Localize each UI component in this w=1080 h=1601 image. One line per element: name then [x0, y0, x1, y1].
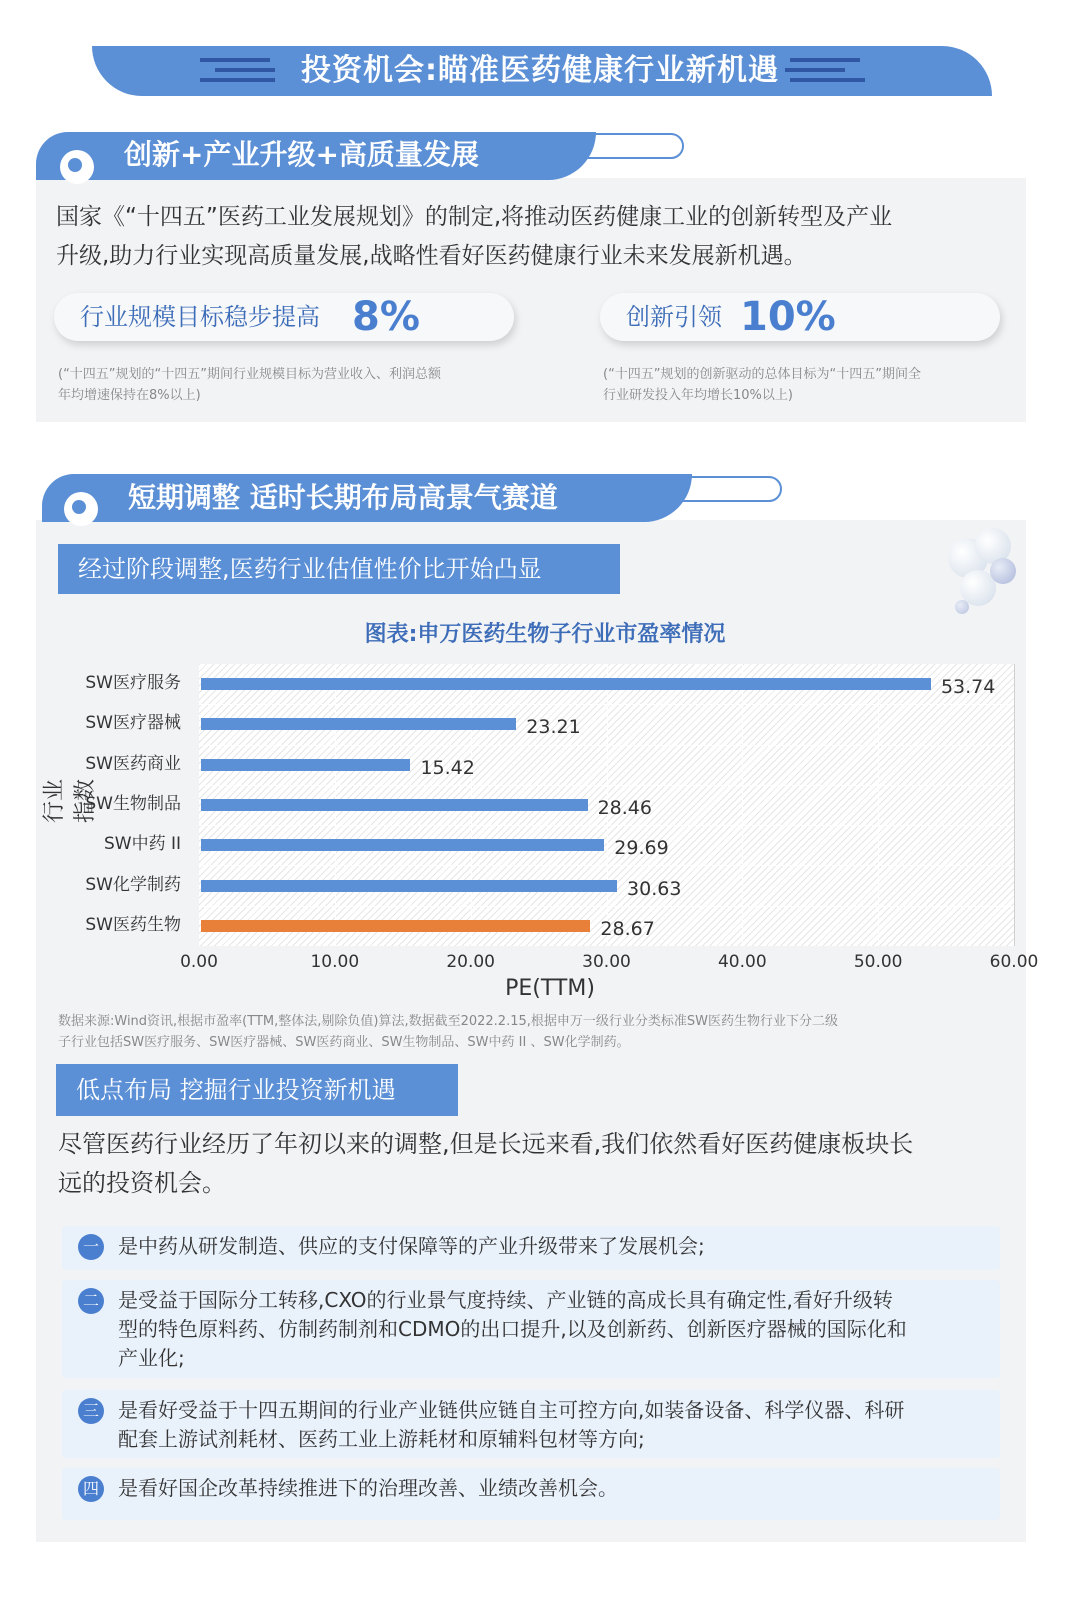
y-axis-title: 行业指数: [42, 779, 98, 824]
x-tick-label: 30.00: [582, 952, 631, 972]
section2-subhead1: 经过阶段调整,医药行业估值性价比开始凸显: [58, 544, 620, 594]
list-item-text: 配套上游试剂耗材、医药工业上游耗材和原辅料包材等方向;: [118, 1427, 645, 1451]
bar-value-label: 29.69: [614, 837, 669, 860]
section2-paragraph-line1: 尽管医药行业经历了年初以来的调整,但是长远来看,我们依然看好医药健康板块长: [58, 1130, 914, 1158]
x-tick-label: 20.00: [446, 952, 495, 972]
bar: [201, 920, 590, 932]
y-category-label: SW医药商业: [85, 753, 181, 774]
grid-line: [878, 664, 879, 946]
grid-line: [199, 865, 1014, 866]
x-tick-label: 0.00: [180, 952, 218, 972]
y-category-label: SW医药生物: [85, 914, 181, 935]
section2-paragraph-line2: 远的投资机会。: [58, 1169, 226, 1197]
section2-title: 短期调整 适时长期布局高景气赛道: [128, 481, 558, 514]
grid-line: [199, 785, 1014, 786]
stat1-label: 行业规模目标稳步提高: [80, 303, 320, 331]
x-tick-label: 10.00: [310, 952, 360, 972]
list-item-text: 型的特色原料药、仿制药制剂和CDMO的出口提升,以及创新药、创新医疗器械的国际化和: [118, 1317, 907, 1341]
page-title: 投资机会:瞄准医药健康行业新机遇: [301, 53, 779, 88]
section1-title: 创新+产业升级+高质量发展: [124, 138, 479, 171]
stat2-value: 10%: [740, 294, 836, 340]
bar: [201, 880, 617, 892]
stat1-note-line1: (“十四五”规划的“十四五”期间行业规模目标为营业收入、利润总额: [58, 367, 442, 382]
bar-value-label: 53.74: [940, 676, 996, 699]
list-item-text: 产业化;: [118, 1346, 185, 1370]
bubble-icon: [60, 150, 94, 184]
bar: [201, 718, 516, 730]
decorative-bubble: [955, 600, 969, 614]
list-item-text: 是中药从研发制造、供应的支付保障等的产业升级带来了发展机会;: [118, 1234, 705, 1258]
decorative-bubble: [990, 558, 1016, 584]
source-note: [58, 1011, 1018, 1053]
chart-title: 图表:申万医药生物子行业市盈率情况: [364, 622, 726, 647]
list-item-text: 是受益于国际分工转移,CXO的行业景气度持续、产业链的高成长具有确定性,看好升级转: [118, 1288, 893, 1312]
bar: [201, 799, 588, 811]
bar-value-label: 28.46: [597, 797, 652, 819]
stat2-note-line2: 行业研发投入年均增长10%以上): [603, 388, 793, 403]
grid-line: [199, 745, 1014, 746]
x-tick-label: 60.00: [989, 952, 1039, 972]
y-category-label: SW生物制品: [85, 794, 181, 814]
stat1-note-line2: 年均增速保持在8%以上): [58, 388, 201, 403]
list-number-badge: 三: [78, 1398, 104, 1424]
y-category-label: SW化学制药: [85, 874, 181, 895]
bar: [201, 839, 604, 851]
y-category-label: SW医疗服务: [85, 673, 181, 694]
bar: [201, 759, 410, 771]
bar: [201, 678, 931, 690]
grid-line: [199, 825, 1014, 826]
bar-value-label: 15.42: [420, 756, 475, 779]
grid-line: [199, 704, 1014, 705]
y-category-label: SW中药 II: [103, 834, 181, 855]
bar-value-label: 28.67: [600, 917, 655, 940]
list-number-badge: 一: [78, 1234, 104, 1260]
bubble-icon: [64, 492, 98, 526]
bar-value-label: 23.21: [526, 716, 581, 739]
x-tick-label: 40.00: [717, 952, 767, 972]
source-note-line2: 子行业包括SW医疗服务、SW医疗器械、SW医药商业、SW生物制品、SW中药 II 、SW化学制药。: [58, 1035, 630, 1050]
section2-subhead2: 低点布局 挖掘行业投资新机遇: [56, 1064, 458, 1116]
section1-paragraph-line2: 升级,助力行业实现高质量发展,战略性看好医药健康行业未来发展新机遇。: [56, 243, 807, 269]
stat2-label: 创新引领: [626, 303, 722, 331]
grid-line: [199, 906, 1014, 907]
list-number-badge: 四: [78, 1476, 104, 1502]
list-item-text: 是看好国企改革持续推进下的治理改善、业绩改善机会。: [118, 1476, 618, 1500]
x-axis-title: PE(TTM): [505, 976, 595, 1001]
stat2-note-line1: (“十四五”规划的创新驱动的总体目标为“十四五”期间全: [603, 367, 922, 382]
stat1-value: 8%: [352, 294, 420, 340]
section1-paragraph-line1: 国家《“十四五”医药工业发展规划》的制定,将推动医药健康工业的创新转型及产业: [56, 204, 893, 230]
grid-line: [742, 664, 743, 946]
list-number-badge: 二: [78, 1288, 104, 1314]
y-category-label: SW医疗器械: [85, 713, 181, 734]
list-item-text: 是看好受益于十四五期间的行业产业链供应链自主可控方向,如装备设备、科学仪器、科研: [118, 1398, 905, 1422]
bar-value-label: 30.63: [627, 877, 682, 900]
source-note-line1: 数据来源:Wind资讯,根据市盈率(TTM,整体法,剔除负值)算法,数据截至2022.2.15,根据申万一级行业分类标准SW医药生物行业下分二级: [58, 1014, 838, 1029]
x-tick-label: 50.00: [853, 952, 903, 972]
